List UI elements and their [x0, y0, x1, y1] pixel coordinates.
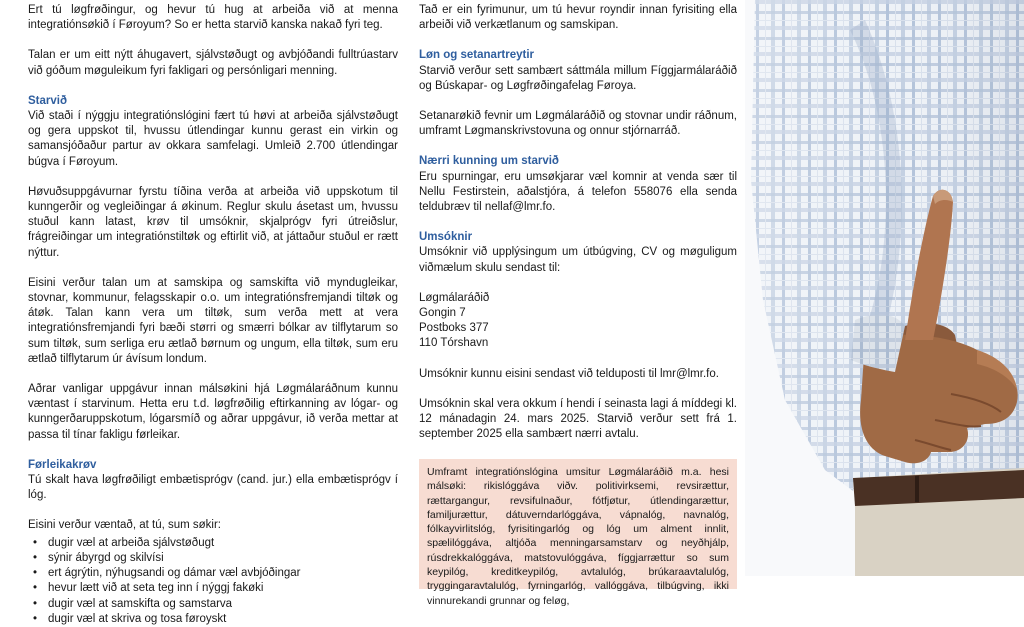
intro-paragraph: Ert tú løgfrøðingur, og hevur tú hug at arbeiða við at menna integratiónsøkið í Føroyum? So er hetta starvið kanska nakað fyri teg. [28, 4, 398, 32]
list-item: • dugir væl at arbeiða sjálvstøðugt [48, 536, 398, 551]
starvid-paragraph-3: Eisini verður talan um at samskipa og samskifta við myndugleikar, stovnar, kommunur, felagsskapir o.o. um integratiónsfremjandi tiltøk og átøk. Talan kann vera um tiltøk, sum verða mett at vera integratiónsfremjandi fyri bæði størri og smærri bólkar av tilflytarum so sum tiltøk, sum serliga eru ætlað børnum og ungum, ella tiltøk, sum eru ætlað tilflytarum úr ávísum londum. [28, 276, 398, 365]
list-item: • hevur lætt við at seta teg inn í nýggj fakøki [48, 581, 398, 596]
lon-paragraph-1: Starvið verður sett sambært sáttmála millum Fíggjarmálaráðið og Búskapar- og Løgfrøðingafelag Føroya. [419, 64, 737, 92]
list-item: • sýnir ábyrgd og skilvísi [48, 551, 398, 566]
umsoknir-paragraph-3: Umsóknin skal vera okkum í hendi í seinasta lagi á míddegi kl. 12 mánadagin 24. mars 2025. Starvið verður sett frá 1. september 2025 ella sambært nærri avtalu. [419, 397, 737, 441]
heading-starvid: Starvið [28, 94, 67, 107]
umsoknir-paragraph-1: Umsóknir við upplýsingum um útbúgving, CV og møguligum viðmælum skulu sendast til: [419, 246, 737, 274]
lon-paragraph-2: Setanarøkið fevnir um Løgmálaráðið og stovnar undir ráðnum, umframt Løgmanskrivstovuna og onnur stjórnarráð. [419, 110, 737, 138]
forleikakrov-paragraph-1: Tú skalt hava løgfrøðiligt embætisprógv (cand. jur.) ella embætisprógv í lóg. [28, 474, 398, 502]
starvid-paragraph-1: Við staði í nýggju integratiónslógini fært tú høvi at arbeiða sjálvstøðugt og gera uppskot til, hvussu útlendingar kunnu gerast ein virkin og samansjóðaður partur av okkara samfelagi. Umleið 2.700 útlendingar búgva í Føroyum. [28, 110, 398, 168]
heading-umsoknir: Umsóknir [419, 231, 473, 244]
experience-paragraph: Tað er ein fyrimunur, um tú hevur royndir innan fyrisiting ella arbeiði við verkætlanum og samskipan. [419, 4, 737, 32]
heading-forleikakrov: Førleikakrøv [28, 458, 97, 471]
list-item: • dugir væl at skriva og tosa føroyskt [48, 612, 398, 627]
address-line: Postboks 377 [419, 322, 489, 335]
address-line: Løgmálaráðið [419, 291, 490, 304]
postal-address [419, 291, 737, 352]
kunning-paragraph: Eru spurningar, eru umsøkjarar væl komnir at venda sær til Nellu Festirstein, aðalstjóra, á telefon 558076 ella senda teldubræv til nellaf@lmr.fo. [419, 170, 737, 214]
forleikakrov-paragraph-2: Eisini verður væntað, at tú, sum søkir: [28, 519, 222, 532]
heading-kunning: Nærri kunning um starvið [419, 155, 559, 168]
umsoknir-paragraph-2: Umsóknir kunnu eisini sendast við telduposti til lmr@lmr.fo. [419, 367, 719, 380]
starvid-paragraph-4: Aðrar vanligar uppgávur innan málsøkini hjá Løgmálaráðnum kunnu væntast í starvinum. Hetta eru t.d. løgfrøðilig eftirkanning av lógar- og kunngerðaruppskotum, lógarsmíð og aðrar uppgávur, ið verða mettar at passa til tínar fakligu førleikar. [28, 383, 398, 441]
list-item: • ert ágrýtin, nýhugsandi og dámar væl avbjóðingar [48, 566, 398, 581]
middle-column [419, 0, 737, 457]
policy-areas-box: Umframt integratiónslógina umsitur Løgmálaráðið m.a. hesi málsøki: rikislóggáva viðv. politivirksemi, revsirættur, rættargangur, revsifulnaður, fótfjøtur, útlendingarættur, familjurættur, dátuverndarlóggáva, vápnalóg, navnalóg, fólkayvirlitslóg, fyrisitingarlóg og lóg um alment innlit, spælilóggáva, altjóða menningarsamstarv og neyðhjálp, rúsdrekkalóggáva, matstovulóggáva, fíggjarrættur so sum keypilóg, kreditkeypilóg, avtalulóg, brúkaraavtalulóg, tryggingaravtalulóg, fyrningarlóg, vallóggáva, tilbúgving, ikki vinnurekandi grunnar og feløg, [419, 459, 737, 589]
list-item: • dugir væl at samskifta og samstarva [48, 597, 398, 612]
left-column [28, 0, 398, 627]
requirements-list [28, 536, 398, 627]
address-line: Gongin 7 [419, 307, 466, 320]
handshake-photo [745, 0, 1024, 576]
position-summary: Talan er um eitt nýtt áhugavert, sjálvstøðugt og avbjóðandi fulltrúastarv við góðum møguleikum fyri fakligari og persónligari menning. [28, 49, 398, 77]
address-line: 110 Tórshavn [419, 337, 489, 350]
heading-lon: Løn og setanartreytir [419, 49, 535, 62]
starvid-paragraph-2: Høvuðsuppgávurnar fyrstu tíðina verða at arbeiða við uppskotum til kunngerðir og vegleiðingar á økinum. Reglur skulu ásetast um, hvussu stuðul kann latast, krøv til umsóknir, skjalprógv fyri útreiðslur, frágreiðingar um integratiónstiltøk og eftirlit við, at játtaður stuðul er rætt nýttur. [28, 185, 398, 259]
